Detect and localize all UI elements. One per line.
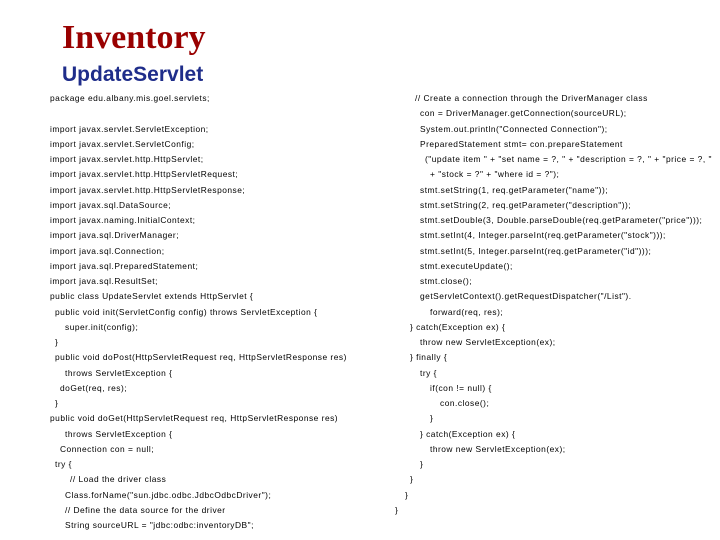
code-line: if(con != null) { [430,382,492,393]
code-line: stmt.executeUpdate(); [420,260,513,271]
code-column-left [50,91,395,533]
code-line: public class UpdateServlet extends HttpServlet { [50,291,254,302]
code-line: try { [55,459,72,469]
code-line: } catch(Exception ex) { [410,321,506,332]
slide-subtitle: UpdateServlet [62,63,204,86]
code-line: } [55,337,59,347]
code-line: import javax.servlet.http.HttpServletRequest; [50,169,239,180]
code-line: } [55,398,59,408]
code-line: } [430,413,434,424]
code-line: // Load the driver class [70,474,167,485]
code-line: throws ServletException { [65,367,173,378]
code-line: } [420,459,424,469]
code-line: stmt.setDouble(3, Double.parseDouble(req.getParameter("price"))); [420,215,703,225]
code-line: String sourceURL = "jdbc:odbc:inventoryDB"; [65,520,254,530]
code-line: System.out.println("Connected Connection"); [420,123,608,134]
code-line: stmt.setString(2, req.getParameter("description")); [420,199,632,210]
code-line: super.init(config); [65,321,139,332]
code-line: throws ServletException { [65,428,173,439]
code-line: import javax.servlet.http.HttpServletResponse; [50,184,246,195]
code-line: ("update item " + "set name = ?, " + "description = ?, " + "price = ?, " [425,154,712,164]
code-line: con = DriverManager.getConnection(sourceURL); [420,108,627,119]
code-line: import java.sql.PreparedStatement; [50,260,199,271]
code-line: getServletContext().getRequestDispatcher("/List"). [420,291,632,302]
code-line: stmt.setString(1, req.getParameter("name")); [420,184,609,195]
code-line: import javax.servlet.ServletConfig; [50,138,195,149]
code-column-right [395,91,720,518]
code-line: stmt.setInt(4, Integer.parseInt(req.getParameter("stock"))); [420,230,666,241]
code-line: } [405,489,409,500]
code-line: public void doPost(HttpServletRequest req, HttpServletResponse res) [55,352,347,363]
code-line: import javax.servlet.ServletException; [50,123,209,134]
code-line: try { [420,367,437,378]
code-line: import java.sql.Connection; [50,245,165,256]
code-line: doGet(req, res); [60,382,128,393]
code-line: stmt.setInt(5, Integer.parseInt(req.getParameter("id"))); [420,245,652,256]
code-line: // Define the data source for the driver [65,504,226,515]
code-line: package edu.albany.mis.goel.servlets; [50,93,210,103]
code-line: } [410,474,414,485]
code-line: Class.forName("sun.jdbc.odbc.JdbcOdbcDriver"); [65,489,272,500]
code-line: // Create a connection through the DriverManager class [415,93,648,103]
code-line: public void init(ServletConfig config) throws ServletException { [55,306,318,317]
code-line: stmt.close(); [420,276,473,286]
code-line: Connection con = null; [60,443,155,454]
code-line: forward(req, res); [430,306,504,317]
code-line: } finally { [410,352,448,363]
code-line: } [395,504,399,515]
code-line: import java.sql.ResultSet; [50,276,158,286]
code-line: throw new ServletException(ex); [420,337,556,347]
code-line: con.close(); [440,398,490,408]
code-line: import java.sql.DriverManager; [50,230,180,241]
code-line: + "stock = ?" + "where id = ?"); [430,169,560,180]
code-line: throw new ServletException(ex); [430,443,566,454]
code-line: import javax.sql.DataSource; [50,199,172,210]
code-line: } catch(Exception ex) { [420,428,516,439]
code-line: public void doGet(HttpServletRequest req, HttpServletResponse res) [50,413,339,424]
slide-title: Inventory [62,19,206,56]
code-line: import javax.naming.InitialContext; [50,215,196,225]
code-line: PreparedStatement stmt= con.prepareStatement [420,138,623,149]
code-line: import javax.servlet.http.HttpServlet; [50,154,204,164]
